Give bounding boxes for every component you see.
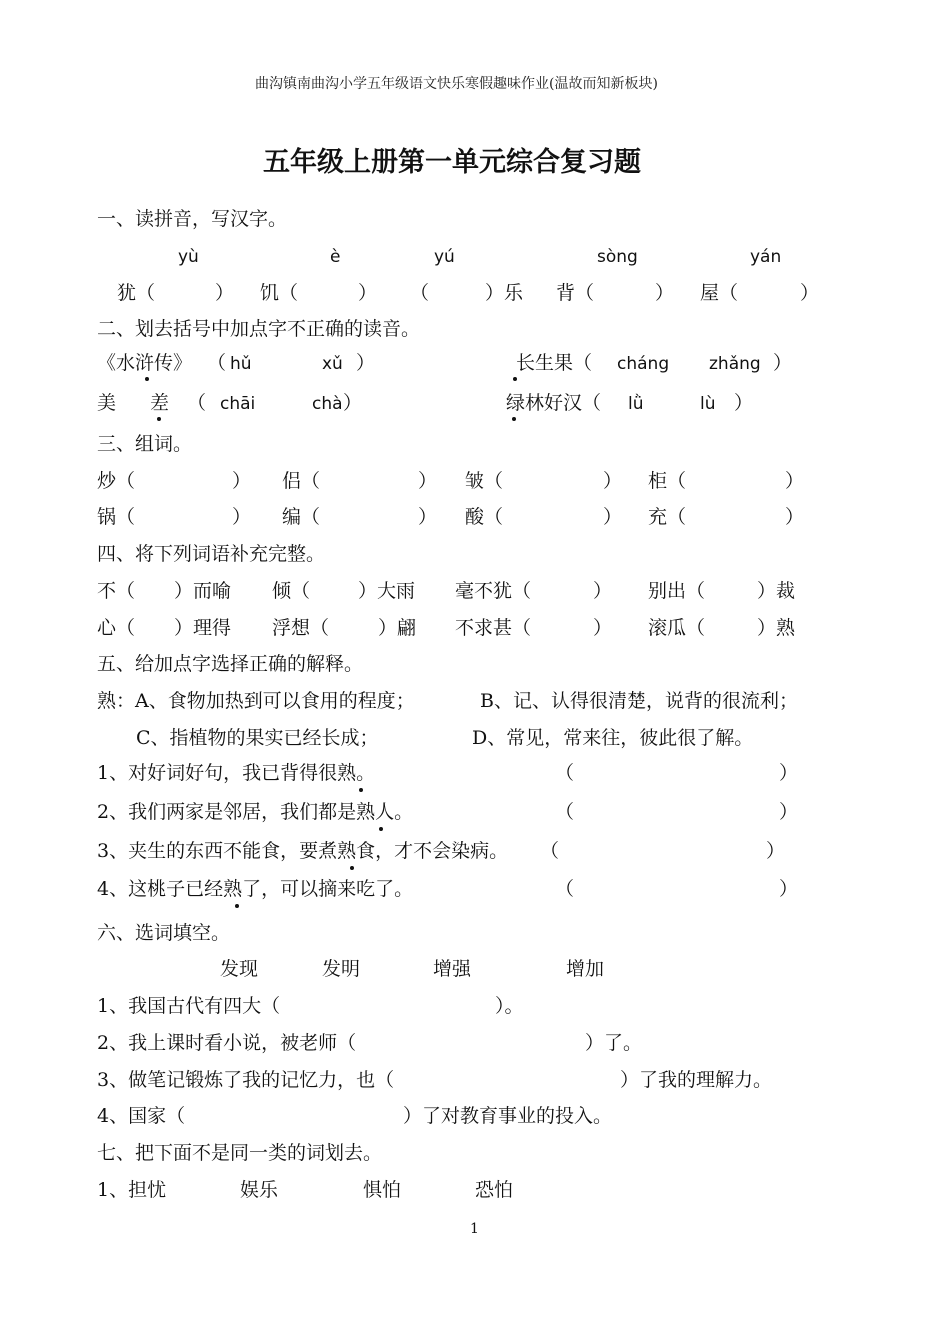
s1-cell: ） bbox=[655, 282, 675, 304]
s4-cell: ） bbox=[593, 580, 613, 602]
emphasis-dot bbox=[235, 904, 239, 908]
s4-cell: ）而喻 bbox=[174, 580, 232, 602]
section-4-heading: 四、将下列词语补充完整。 bbox=[97, 543, 326, 565]
s3-cell: ） bbox=[232, 470, 252, 492]
s4-cell: 滚瓜（ bbox=[648, 617, 706, 639]
s7-word: 惧怕 bbox=[363, 1179, 402, 1201]
answer-paren-left: （ bbox=[555, 878, 575, 900]
s4-cell: 别出（ bbox=[648, 580, 706, 602]
s3-cell: ） bbox=[785, 506, 805, 528]
s1-cell: 犹（ bbox=[117, 282, 156, 304]
word-bank-item: 发明 bbox=[322, 958, 361, 980]
s4-cell: ）裁 bbox=[757, 580, 796, 602]
s7-word: 娱乐 bbox=[240, 1179, 279, 1201]
answer-paren-right: ） bbox=[779, 801, 799, 823]
section-2-heading: 二、划去括号中加点字不正确的读音。 bbox=[97, 318, 421, 340]
s4-cell: 倾（ bbox=[272, 580, 311, 602]
s1-cell: ）乐 bbox=[485, 282, 524, 304]
s3-cell: 皱（ bbox=[465, 470, 504, 492]
s4-cell: 毫不犹（ bbox=[455, 580, 532, 602]
s5-definition-d: D、常见，常来往，彼此很了解。 bbox=[472, 727, 754, 749]
s2-paren: ） bbox=[734, 392, 754, 414]
s4-cell: ） bbox=[593, 617, 613, 639]
answer-paren-left: （ bbox=[555, 801, 575, 823]
s2-option: xǔ bbox=[322, 354, 343, 374]
s1-cell: 背（ bbox=[556, 282, 595, 304]
s5-question-3: 3、夹生的东西不能食，要煮熟食，才不会染病。 bbox=[97, 840, 509, 862]
s5-question-4: 4、这桃子已经熟了，可以摘来吃了。 bbox=[97, 878, 414, 900]
s3-cell: ） bbox=[418, 470, 438, 492]
s3-cell: 侣（ bbox=[282, 470, 321, 492]
s3-cell: 柜（ bbox=[648, 470, 687, 492]
answer-paren-right: ） bbox=[779, 762, 799, 784]
pinyin-3: yú bbox=[434, 247, 455, 267]
emphasis-dot bbox=[145, 377, 149, 381]
section-7-heading: 七、把下面不是同一类的词划去。 bbox=[97, 1142, 383, 1164]
s1-cell: （ bbox=[410, 282, 430, 304]
s2-paren: ） bbox=[356, 352, 376, 374]
s6-question-4: 4、国家（ bbox=[97, 1105, 186, 1127]
s4-cell: ）理得 bbox=[174, 617, 232, 639]
emphasis-dot bbox=[513, 377, 517, 381]
s4-cell: ）熟 bbox=[757, 617, 796, 639]
emphasis-dot bbox=[512, 417, 516, 421]
pinyin-5: yán bbox=[750, 247, 782, 267]
emphasis-dot bbox=[359, 788, 363, 792]
pinyin-4: sòng bbox=[597, 247, 638, 267]
s3-cell: 锅（ bbox=[97, 506, 136, 528]
s4-cell: ）大雨 bbox=[358, 580, 416, 602]
s6-question-1-end: ）。 bbox=[495, 995, 524, 1017]
s5-question-2: 2、我们两家是邻居，我们都是熟人。 bbox=[97, 801, 414, 823]
s2-paren: ） bbox=[773, 352, 793, 374]
emphasis-dot bbox=[379, 827, 383, 831]
answer-paren-left: （ bbox=[540, 840, 560, 862]
s2-paren: （ bbox=[207, 352, 227, 374]
s5-definition-c: C、指植物的果实已经长成； bbox=[136, 727, 379, 749]
answer-paren-right: ） bbox=[766, 840, 786, 862]
s7-word: 恐怕 bbox=[475, 1179, 514, 1201]
s4-cell: 心（ bbox=[97, 617, 136, 639]
pinyin-2: è bbox=[330, 247, 341, 267]
word-bank-item: 增强 bbox=[433, 958, 472, 980]
s3-cell: 充（ bbox=[648, 506, 687, 528]
s2-option: chāi bbox=[220, 394, 256, 414]
s2-option: cháng bbox=[617, 354, 670, 374]
s2-option: zhǎng bbox=[709, 354, 761, 374]
s7-word: 1、担忧 bbox=[97, 1179, 167, 1201]
s2-option: hǔ bbox=[230, 354, 252, 374]
s3-cell: 酸（ bbox=[465, 506, 504, 528]
s3-cell: ） bbox=[603, 470, 623, 492]
s2-paren: ） bbox=[343, 392, 363, 414]
s2-word-4: 绿林好汉（ bbox=[506, 392, 602, 414]
section-6-heading: 六、选词填空。 bbox=[97, 922, 231, 944]
s2-word-2: 长生果（ bbox=[516, 352, 593, 374]
page-title: 五年级上册第一单元综合复习题 bbox=[263, 147, 641, 178]
s6-question-4-end: ）了对教育事业的投入。 bbox=[403, 1105, 613, 1127]
s3-cell: 炒（ bbox=[97, 470, 136, 492]
s6-question-2: 2、我上课时看小说，被老师（ bbox=[97, 1032, 357, 1054]
s4-cell: 浮想（ bbox=[272, 617, 330, 639]
section-1-heading: 一、读拼音，写汉字。 bbox=[97, 208, 288, 230]
s6-question-3-end: ）了我的理解力。 bbox=[620, 1069, 773, 1091]
s2-word-3b: 差 bbox=[150, 392, 170, 414]
answer-paren-right: ） bbox=[779, 878, 799, 900]
s2-word-3a: 美 bbox=[97, 392, 117, 414]
pinyin-1: yù bbox=[178, 247, 199, 267]
answer-paren-left: （ bbox=[555, 762, 575, 784]
s5-definition-b: B、记、认得很清楚，说背的很流利； bbox=[480, 690, 798, 712]
s4-cell: 不（ bbox=[97, 580, 136, 602]
s2-option: chà bbox=[312, 394, 343, 414]
s1-cell: ） bbox=[800, 282, 820, 304]
s2-paren: （ bbox=[187, 392, 207, 414]
s2-option: lǜ bbox=[628, 394, 644, 414]
s1-cell: 饥（ bbox=[260, 282, 299, 304]
page-header: 曲沟镇南曲沟小学五年级语文快乐寒假趣味作业(温故而知新板块) bbox=[255, 76, 658, 92]
s4-cell: ）翩 bbox=[378, 617, 417, 639]
page-number: 1 bbox=[470, 1221, 479, 1237]
s6-question-2-end: ）了。 bbox=[585, 1032, 643, 1054]
word-bank-item: 增加 bbox=[566, 958, 605, 980]
word-bank-item: 发现 bbox=[220, 958, 259, 980]
s2-option: lù bbox=[700, 394, 716, 414]
section-3-heading: 三、组词。 bbox=[97, 433, 193, 455]
s3-cell: 编（ bbox=[282, 506, 321, 528]
s3-cell: ） bbox=[232, 506, 252, 528]
s5-definition-a: 熟：A、食物加热到可以食用的程度； bbox=[97, 690, 415, 712]
s3-cell: ） bbox=[603, 506, 623, 528]
emphasis-dot bbox=[350, 866, 354, 870]
s1-cell: ） bbox=[358, 282, 378, 304]
s2-word-1: 《水浒传》 bbox=[97, 352, 193, 374]
s3-cell: ） bbox=[418, 506, 438, 528]
s5-question-1: 1、对好词好句，我已背得很熟。 bbox=[97, 762, 376, 784]
s6-question-1: 1、我国古代有四大（ bbox=[97, 995, 281, 1017]
s4-cell: 不求甚（ bbox=[455, 617, 532, 639]
emphasis-dot bbox=[157, 417, 161, 421]
s1-cell: 屋（ bbox=[700, 282, 739, 304]
s1-cell: ） bbox=[215, 282, 235, 304]
s6-question-3: 3、做笔记锻炼了我的记忆力，也（ bbox=[97, 1069, 395, 1091]
section-5-heading: 五、给加点字选择正确的解释。 bbox=[97, 653, 364, 675]
s3-cell: ） bbox=[785, 470, 805, 492]
